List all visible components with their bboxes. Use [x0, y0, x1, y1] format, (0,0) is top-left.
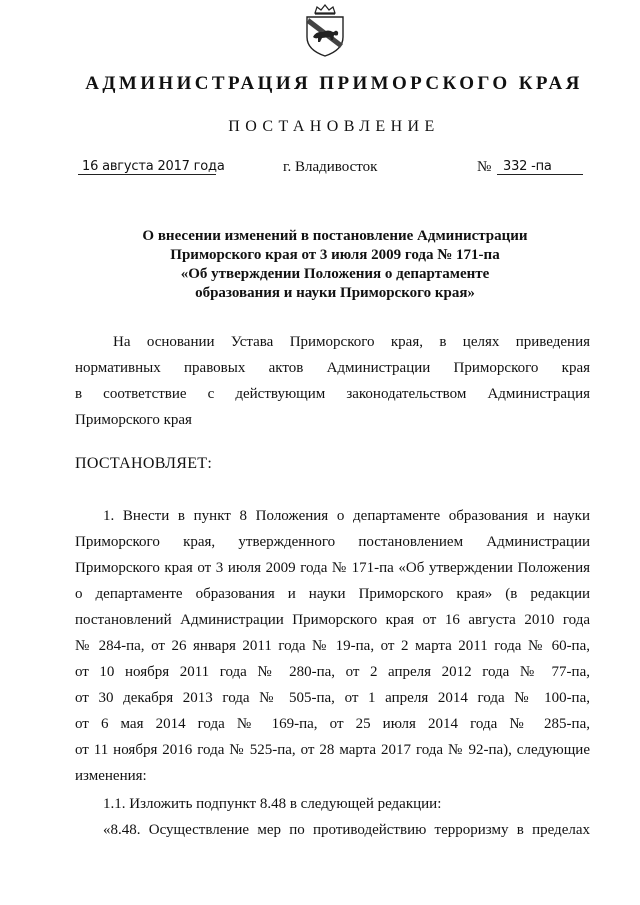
paragraph-line: 1. Внести в пункт 8 Положения о департаменте образования и науки [103, 508, 590, 524]
document-type: ПОСТАНОВЛЕНИЕ [228, 118, 440, 135]
coat-of-arms-icon [303, 4, 347, 58]
paragraph-line: от 30 декабря 2013 года № 505-па, от 1 апреля 2014 года № 100-па, [75, 690, 590, 706]
document-heading [100, 227, 570, 303]
paragraph-line: Приморского края от 3 июля 2009 года № 171-па «Об утверждении Положения [75, 560, 590, 576]
paragraph-line: нормативных правовых актов Администрации Приморского края [75, 360, 590, 376]
heading-line: Приморского края от 3 июля 2009 года № 171-па [170, 247, 500, 263]
paragraph-line: от 6 мая 2014 года № 169-па, от 25 июля 2014 года № 285-па, [75, 716, 590, 732]
document-city: г. Владивосток [283, 159, 378, 175]
document-number-label: № [477, 159, 492, 175]
document-date: 16 августа 2017 года [78, 159, 216, 175]
paragraph-line: 1.1. Изложить подпункт 8.48 в следующей редакции: [103, 796, 442, 812]
paragraph-line: от 10 ноября 2011 года № 280-па, от 2 апреля 2012 года № 77-па, [75, 664, 590, 680]
document-number: 332 -па [497, 159, 583, 175]
item-1-paragraph [75, 503, 590, 789]
paragraph-line: Приморского края [75, 412, 192, 428]
paragraph-line: в соответствие с действующим законодательством Администрация [75, 386, 590, 402]
decree-word: ПОСТАНОВЛЯЕТ: [75, 455, 213, 472]
heading-line: «Об утверждении Положения о департаменте [180, 266, 490, 282]
heading-line: О внесении изменений в постановление Администрации [142, 228, 528, 244]
paragraph-line: На основании Устава Приморского края, в целях приведения [113, 334, 590, 350]
paragraph-line: от 11 ноября 2016 года № 525-па, от 28 марта 2017 года № 92-па), следующие [75, 742, 590, 758]
heading-line: образования и науки Приморского края» [195, 285, 475, 301]
paragraph-line: «8.48. Осуществление мер по противодействию терроризму в пределах [103, 822, 590, 838]
preamble-paragraph [75, 329, 590, 433]
paragraph-line: постановлений Администрации Приморского края от 16 августа 2010 года [75, 612, 590, 628]
paragraph-line: Приморского края, утвержденного постановлением Администрации [75, 534, 590, 550]
paragraph-line: изменения: [75, 768, 147, 784]
paragraph-line: № 284-па, от 26 января 2011 года № 19-па, от 2 марта 2011 года № 60-па, [75, 638, 590, 654]
organization-title: АДМИНИСТРАЦИЯ ПРИМОРСКОГО КРАЯ [85, 73, 583, 94]
item-1-1-paragraph [75, 791, 590, 843]
paragraph-line: о департаменте образования и науки Приморского края» (в редакции [75, 586, 590, 602]
